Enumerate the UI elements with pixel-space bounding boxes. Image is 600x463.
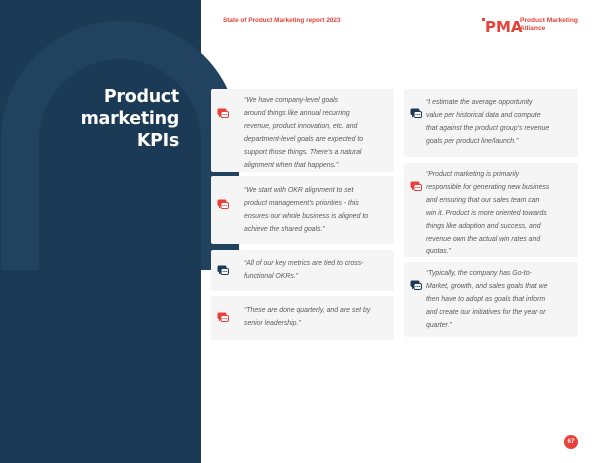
quote-line: “I estimate the average opportunity (426, 99, 533, 106)
quote-text (244, 258, 363, 284)
speech-bubble-navy-icon (410, 280, 422, 291)
quote-line: “We have company-level goals (244, 97, 339, 104)
quote-line: department-level goals are expected to (244, 135, 364, 143)
quote-line: and ensuring that our sales team can (426, 196, 540, 204)
quote-line: Market, growth, and sales goals that we (426, 282, 548, 290)
quote-line: achieve the shared goals.” (244, 225, 325, 233)
quote-line: things like adoption and success, and (426, 222, 541, 230)
speech-bubble-navy-icon (410, 108, 422, 119)
quote-line: win it. Product is more oriented towards (426, 209, 547, 217)
pma-logo (481, 15, 592, 35)
quote-line: and create our initiatives for the year or (426, 308, 546, 316)
quote-line: support those things. There’s a natural (244, 148, 362, 156)
quote-line: product management’s priorities - this (244, 199, 359, 207)
quote-line: revenue own the actual win rates and (426, 235, 541, 243)
quote-card (404, 163, 578, 257)
quote-line: goals per product line/launch.” (426, 137, 519, 145)
speech-bubble-navy-icon (217, 265, 229, 276)
speech-bubble-red-icon (217, 108, 229, 119)
quote-text (244, 95, 363, 172)
section-title-line: Product (103, 87, 179, 107)
quote-line: “We start with OKR alignment to set (244, 187, 354, 194)
quote-line: “Typically, the company has Go-to- (426, 270, 532, 277)
quote-line: revenue, product innovation, etc. and (244, 122, 358, 130)
quote-line: “These are done quarterly, and are set by (244, 307, 371, 314)
quote-card (211, 296, 394, 340)
quote-text (426, 169, 549, 259)
quote-card (404, 262, 578, 337)
logo-mark-text: PMA (485, 18, 523, 36)
quote-line: then have to adopt as goals that inform (426, 295, 546, 303)
quote-text (426, 97, 549, 149)
section-title (9, 86, 179, 152)
left-panel (0, 0, 201, 463)
quote-line: ensures our whole business is aligned to (244, 212, 369, 220)
quote-line: functional OKRs.” (244, 272, 298, 280)
quote-line: quotas.” (426, 248, 451, 256)
section-title-line: marketing (80, 109, 179, 129)
quote-line: alignment when that happens.” (244, 161, 339, 169)
quote-card (211, 89, 394, 172)
page-number: 67 (564, 435, 578, 449)
speech-bubble-red-icon (217, 312, 229, 323)
quote-card (404, 89, 578, 157)
logo-text: Product Marketing Alliance (520, 17, 578, 32)
quote-text (244, 305, 370, 331)
speech-bubble-red-icon (410, 181, 422, 192)
quote-line: senior leadership.” (244, 319, 301, 327)
report-title: State of Product Marketing report 2023 (223, 17, 341, 24)
quote-card (211, 250, 394, 291)
section-title-line: KPIs (136, 131, 179, 151)
quote-line: “All of our key metrics are tied to cross- (244, 260, 364, 267)
quote-line: responsible for generating new business (426, 183, 550, 191)
quote-text (244, 185, 368, 237)
pma-logo-mark (481, 15, 523, 36)
speech-bubble-red-icon (217, 199, 229, 210)
quote-text (426, 268, 547, 333)
quote-line: around things like annual recurring (244, 109, 350, 117)
quote-line: that against the product group’s revenue (426, 124, 550, 132)
quote-card (211, 176, 394, 244)
quote-line: “Product marketing is primarily (426, 171, 520, 178)
quote-line: value per historical data and compute (426, 111, 541, 119)
quote-line: quarter.” (426, 321, 452, 329)
